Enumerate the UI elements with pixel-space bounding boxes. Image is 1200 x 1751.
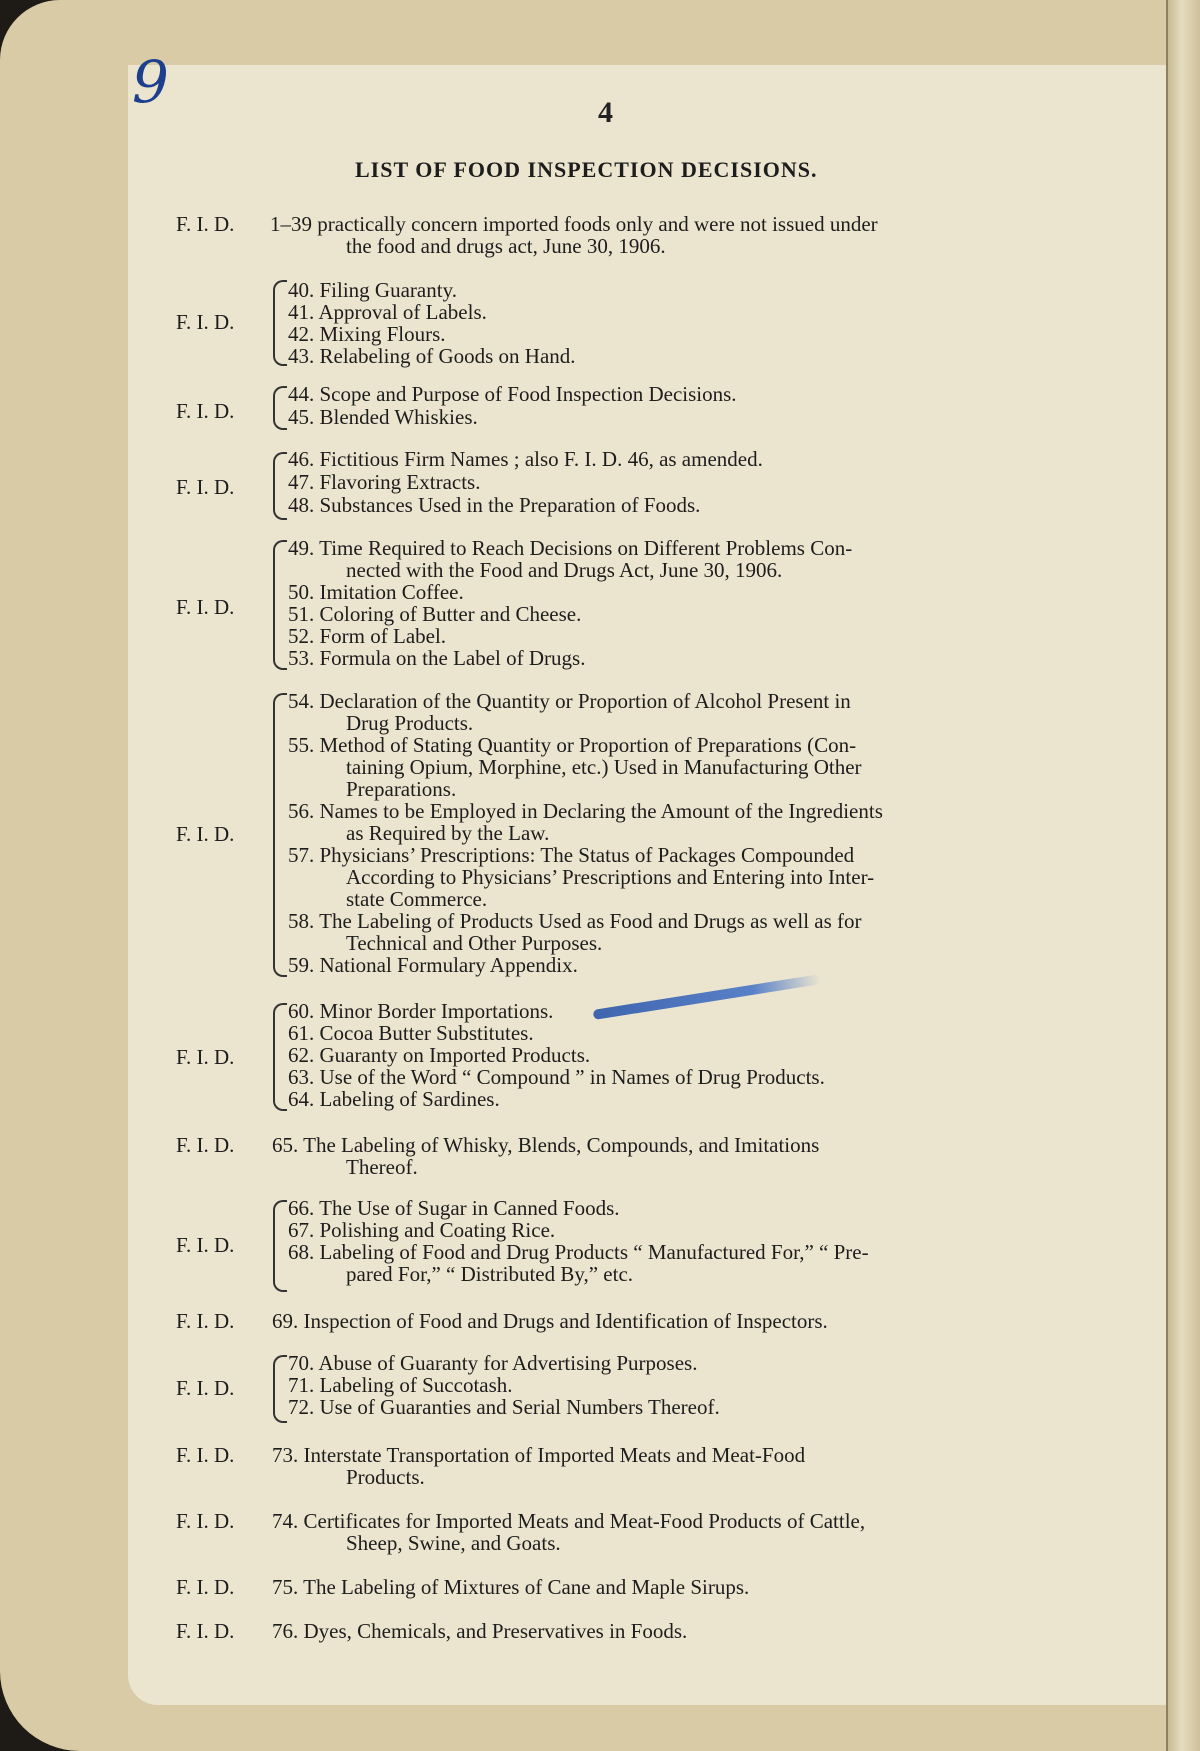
margin-mark: 9 [132, 48, 169, 116]
fid-label: F. I. D. [176, 475, 235, 499]
fid-label: F. I. D. [176, 1443, 235, 1467]
brace [273, 693, 287, 977]
decision-line: 63. Use of the Word “ Compound ” in Names of Drug Products. [288, 1065, 825, 1089]
fid-label: F. I. D. [176, 1133, 235, 1157]
decision-line: 40. Filing Guaranty. [288, 278, 457, 302]
decision-line: 52. Form of Label. [288, 624, 447, 648]
decision-line: 48. Substances Used in the Preparation of Foods. [288, 493, 701, 517]
fid-label: F. I. D. [176, 1376, 235, 1400]
fid-label: F. I. D. [176, 822, 235, 846]
fid-label: F. I. D. [176, 399, 235, 423]
decision-line: state Commerce. [346, 887, 488, 911]
decision-line: According to Physicians’ Prescriptions and Entering into Inter- [346, 865, 875, 889]
page-number: 4 [598, 96, 613, 129]
intro-line-2: the food and drugs act, June 30, 1906. [346, 234, 666, 258]
fid-label: F. I. D. [176, 1309, 235, 1333]
decision-line: 50. Imitation Coffee. [288, 580, 464, 604]
decision-line: 57. Physicians’ Prescriptions: The Status of Packages Compounded [288, 843, 855, 867]
brace [273, 1355, 287, 1423]
fid-label: F. I. D. [176, 1233, 235, 1257]
decision-line: Technical and Other Purposes. [346, 931, 603, 955]
fid-label: F. I. D. [176, 595, 235, 619]
decision-line: Preparations. [346, 777, 457, 801]
fid-label: F. I. D. [176, 1045, 235, 1069]
decision-line: 59. National Formulary Appendix. [288, 953, 578, 977]
decision-line: 45. Blended Whiskies. [288, 405, 478, 429]
brace [273, 386, 287, 430]
decision-line: 47. Flavoring Extracts. [288, 470, 481, 494]
decision-line: nected with the Food and Drugs Act, June 30, 1906. [346, 558, 783, 582]
brace [273, 280, 287, 366]
decision-line: 61. Cocoa Butter Substitutes. [288, 1021, 534, 1045]
decision-line: pared For,” “ Distributed By,” etc. [346, 1262, 634, 1286]
brace [273, 1003, 287, 1111]
decision-line: 44. Scope and Purpose of Food Inspection Decisions. [288, 382, 737, 406]
page-title: LIST OF FOOD INSPECTION DECISIONS. [355, 157, 818, 182]
decision-line: 73. Interstate Transportation of Imported Meats and Meat-Food [272, 1443, 806, 1467]
decision-line: 72. Use of Guaranties and Serial Numbers Thereof. [288, 1395, 720, 1419]
brace [273, 540, 287, 670]
decision-line: Sheep, Swine, and Goats. [346, 1531, 561, 1555]
decision-line: 49. Time Required to Reach Decisions on Different Problems Con- [288, 536, 853, 560]
decision-line: 53. Formula on the Label of Drugs. [288, 646, 586, 670]
decision-line: 46. Fictitious Firm Names ; also F. I. D. 46, as amended. [288, 447, 763, 471]
decision-line: 62. Guaranty on Imported Products. [288, 1043, 591, 1067]
decision-line: 71. Labeling of Succotash. [288, 1373, 513, 1397]
decision-line: Drug Products. [346, 711, 474, 735]
decision-line: 69. Inspection of Food and Drugs and Identification of Inspectors. [272, 1309, 828, 1333]
decision-line: 64. Labeling of Sardines. [288, 1087, 500, 1111]
decision-line: 67. Polishing and Coating Rice. [288, 1218, 556, 1242]
decision-line: 60. Minor Border Importations. [288, 999, 554, 1023]
decision-line: 68. Labeling of Food and Drug Products “ Manufactured For,” “ Pre- [288, 1240, 869, 1264]
decision-line: 54. Declaration of the Quantity or Proportion of Alcohol Present in [288, 689, 851, 713]
decision-line: 75. The Labeling of Mixtures of Cane and Maple Sirups. [272, 1575, 750, 1599]
fid-label: F. I. D. [176, 1509, 235, 1533]
decision-line: 43. Relabeling of Goods on Hand. [288, 344, 576, 368]
fid-label: F. I. D. [176, 310, 235, 334]
fid-label: F. I. D. [176, 1575, 235, 1599]
decision-line: 56. Names to be Employed in Declaring the Amount of the Ingredients [288, 799, 883, 823]
decision-line: 51. Coloring of Butter and Cheese. [288, 602, 582, 626]
decision-line: Thereof. [346, 1155, 418, 1179]
book-gutter [1166, 0, 1200, 1751]
intro-line-1: 1–39 practically concern imported foods only and were not issued under [270, 212, 878, 236]
decision-line: taining Opium, Morphine, etc.) Used in Manufacturing Other [346, 755, 862, 779]
decision-line: Products. [346, 1465, 425, 1489]
brace [273, 452, 287, 520]
decision-line: as Required by the Law. [346, 821, 550, 845]
decision-line: 65. The Labeling of Whisky, Blends, Compounds, and Imitations [272, 1133, 820, 1157]
fid-label: F. I. D. [176, 212, 235, 236]
decision-line: 55. Method of Stating Quantity or Proportion of Preparations (Con- [288, 733, 857, 757]
decision-line: 74. Certificates for Imported Meats and Meat-Food Products of Cattle, [272, 1509, 866, 1533]
decision-line: 76. Dyes, Chemicals, and Preservatives in Foods. [272, 1619, 688, 1643]
decision-line: 66. The Use of Sugar in Canned Foods. [288, 1196, 620, 1220]
brace [273, 1200, 287, 1292]
decision-line: 70. Abuse of Guaranty for Advertising Purposes. [288, 1351, 698, 1375]
decision-line: 41. Approval of Labels. [288, 300, 487, 324]
decision-line: 58. The Labeling of Products Used as Food and Drugs as well as for [288, 909, 862, 933]
decision-line: 42. Mixing Flours. [288, 322, 446, 346]
fid-label: F. I. D. [176, 1619, 235, 1643]
